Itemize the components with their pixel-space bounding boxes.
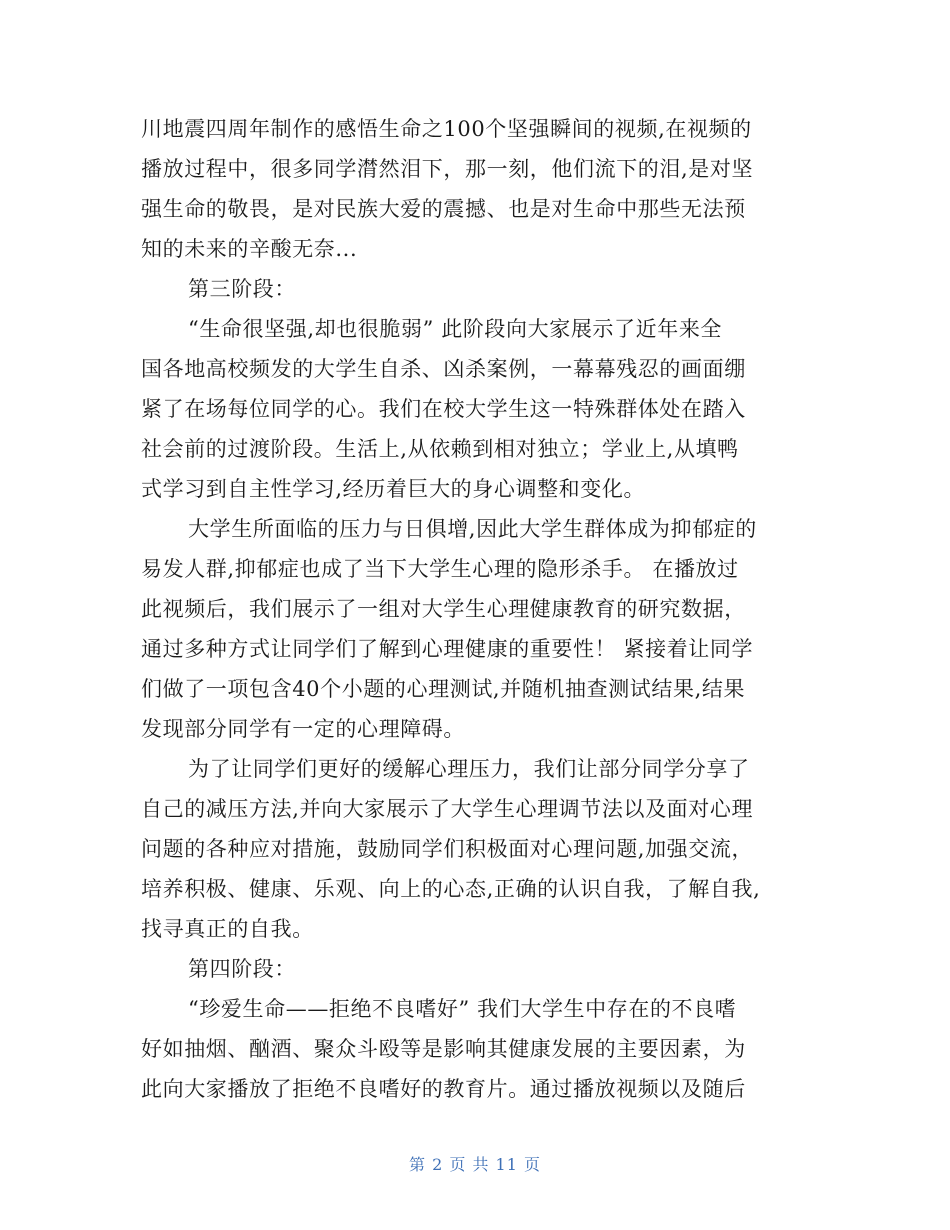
body-line: 为了让同学们更好的缓解心理压力，我们让部分同学分享了 (188, 757, 750, 781)
body-line: 易发人群,抑郁症也成了当下大学生心理的隐形杀手。 在播放过 (141, 557, 739, 581)
body-line: 此向大家播放了拒绝不良嗜好的教育片。通过播放视频以及随后 (141, 1077, 746, 1101)
body-line: 培养积极、健康、乐观、向上的心态,正确的认识自我，了解自我, (141, 877, 761, 901)
body-line: “生命很坚强,却也很脆弱” 此阶段向大家展示了近年来全 (188, 317, 723, 341)
body-line: 自己的减压方法,并向大家展示了大学生心理调节法以及面对心理 (141, 797, 754, 821)
body-line: 发现部分同学有一定的心理障碍。 (141, 717, 465, 741)
body-line: 问题的各种应对措施，鼓励同学们积极面对心理问题,加强交流， (141, 837, 754, 861)
body-line: 式学习到自主性学习,经历着巨大的身心调整和变化。 (141, 477, 646, 501)
section-heading: 第四阶段： (188, 957, 296, 981)
document-body (141, 109, 821, 1109)
body-line: 找寻真正的自我。 (141, 917, 314, 941)
body-line: 好如抽烟、酗酒、聚众斗殴等是影响其健康发展的主要因素，为 (141, 1037, 746, 1061)
body-line: 国各地高校频发的大学生自杀、凶杀案例，一幕幕残忍的画面绷 (141, 357, 746, 381)
body-line: 播放过程中，很多同学潸然泪下，那一刻，他们流下的泪,是对坚 (141, 157, 754, 181)
body-line: 们做了一项包含40个小题的心理测试,并随机抽查测试结果,结果 (141, 677, 746, 701)
section-heading: 第三阶段： (188, 277, 296, 301)
body-line: 此视频后，我们展示了一组对大学生心理健康教育的研究数据， (141, 597, 746, 621)
body-line: “珍爱生命——拒绝不良嗜好” 我们大学生中存在的不良嗜 (188, 997, 737, 1021)
body-line: 知的未来的辛酸无奈... (141, 237, 358, 261)
page-number-footer: 第 2 页 共 11 页 (409, 1155, 541, 1174)
body-line: 通过多种方式让同学们了解到心理健康的重要性！ 紧接着让同学 (141, 637, 754, 661)
body-line: 川地震四周年制作的感悟生命之100个坚强瞬间的视频,在视频的 (141, 117, 752, 141)
body-line: 紧了在场每位同学的心。我们在校大学生这一特殊群体处在踏入 (141, 397, 746, 421)
body-line: 强生命的敬畏，是对民族大爱的震撼、也是对生命中那些无法预 (141, 197, 746, 221)
body-line: 大学生所面临的压力与日俱增,因此大学生群体成为抑郁症的 (188, 517, 757, 541)
body-line: 社会前的过渡阶段。生活上,从依赖到相对独立；学业上,从填鸭 (141, 437, 739, 461)
